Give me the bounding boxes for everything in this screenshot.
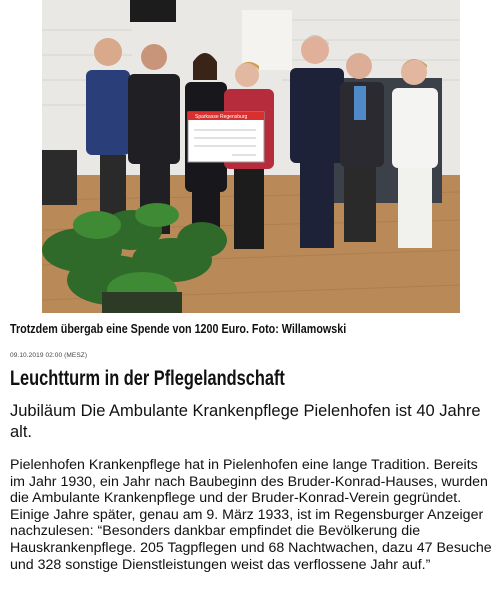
- photo-caption: Trotzdem übergab eine Spende von 1200 Euro. Foto: Willamowski: [10, 322, 347, 336]
- article-photo: [42, 0, 460, 313]
- article-headline: Leuchtturm in der Pflegelandschaft: [10, 367, 285, 390]
- publish-date: 09.10.2019 02:00 (MESZ): [10, 352, 88, 359]
- check-bank-text: Sparkasse Regensburg: [195, 114, 248, 120]
- article-teaser: Jubiläum Die Ambulante Krankenpflege Pielenhofen ist 40 Jahre alt.: [10, 402, 481, 441]
- article-body: Pielenhofen Krankenpflege hat in Pielenhofen eine lange Tradition. Bereits im Jahr 1930, ein Jahr nach Baubeginn des Bruder-Konrad-Hauses, wurden die Ambulante Krankenpflege und der Bruder-Konrad-Verein gegründet. Einige Jahre später, genau am 9. März 1933, ist im Regensburger Anzeiger nachzulesen: “Besonders dankbar empfindet die Bevölkerung die Hauskrankenpflege. 205 Tagpflegen und 68 Nachtwachen, dazu 47 Besuche und 328 sonstige Dienstleistungen weist das verflossene Jahr auf.”: [10, 457, 492, 573]
